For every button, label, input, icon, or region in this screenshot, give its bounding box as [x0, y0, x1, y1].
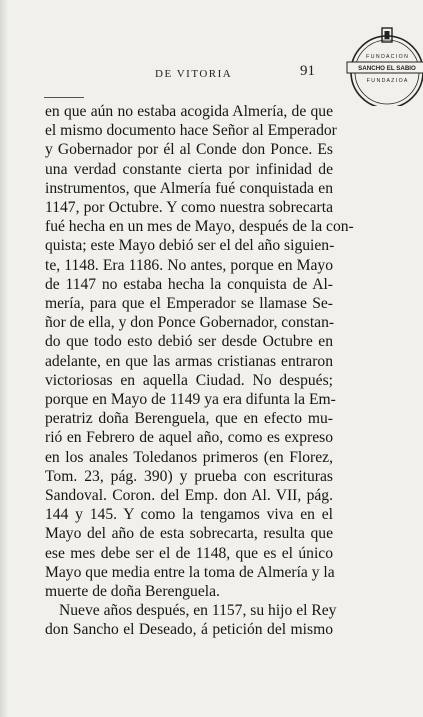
text-line: porque en Mayo de 1149 ya era difunta la Em-	[45, 391, 336, 409]
text-line: rió en Febrero de aquel año, como es expreso	[45, 429, 333, 447]
stamp-bottom-text: F U N D A Z I O A	[366, 78, 408, 84]
text-line: en los anales Toledanos primeros (en Florez,	[45, 448, 333, 466]
text-line: el mismo documento hace Señor al Emperador	[45, 122, 337, 140]
page-edge	[0, 0, 8, 717]
text-line: quista; este Mayo debió ser el del año siguien-	[45, 237, 335, 255]
running-head-title: DE VITORIA	[155, 68, 233, 80]
text-line: do que todo esto debió ser desde Octubre en	[45, 333, 333, 351]
text-line: instrumentos, que Almería fué conquistada en	[45, 179, 333, 197]
text-line: y Gobernador por él al Conde don Ponce. Es	[45, 141, 333, 159]
text-line: 144 y 145. Y como la tengamos viva en el	[45, 506, 333, 524]
text-line: Tom. 23, pág. 390) y prueba con escrituras	[45, 467, 333, 485]
stamp-middle-text: SANCHO EL SABIO	[358, 65, 416, 72]
text-line: una verdad constante cierta por infinidad de	[45, 160, 333, 178]
text-line: don Sancho el Deseado, á petición del mismo	[45, 621, 333, 639]
page-number: 91	[300, 63, 315, 79]
text-line: Nueve años después, en 1157, su hijo el Rey	[59, 602, 337, 620]
library-stamp	[335, 18, 423, 106]
text-line: Mayo que media entre la toma de Almería y la	[45, 563, 335, 581]
text-line: ñor de ella, y don Ponce Gobernador, constan-	[45, 314, 335, 332]
text-line: victoriosas en aquella Ciudad. No después;	[45, 371, 333, 389]
text-line: ese mes debe ser el de 1148, que es el único	[45, 544, 333, 562]
text-line: en que aún no estaba acogida Almería, de que	[45, 103, 333, 120]
text-line: te, 1148. Era 1186. No antes, porque en Mayo	[45, 256, 333, 274]
header-rule	[44, 97, 84, 98]
text-line: Sandoval. Coron. del Emp. don Al. VII, pág.	[45, 487, 333, 505]
body-text	[45, 102, 354, 640]
text-line: Mayo del año de esta sobrecarta, resulta que	[45, 525, 333, 543]
text-line: peratriz doña Berenguela, que en efecto mu-	[45, 410, 333, 428]
text-line: 1147, por Octubre. Y como nuestra sobrecarta	[45, 199, 333, 217]
stamp-top-text: F U N D A C I O N	[366, 54, 408, 60]
text-line: adelante, en que las armas cristianas entraron	[45, 352, 333, 370]
text-line: muerte de doña Berenguela.	[45, 583, 220, 601]
text-line: mería, para que el Emperador se llamase Se-	[45, 295, 333, 313]
text-line: de 1147 no estaba hecha la conquista de Al-	[45, 275, 333, 293]
text-line: fué hecha en un mes de Mayo, después de la con-	[45, 218, 354, 236]
